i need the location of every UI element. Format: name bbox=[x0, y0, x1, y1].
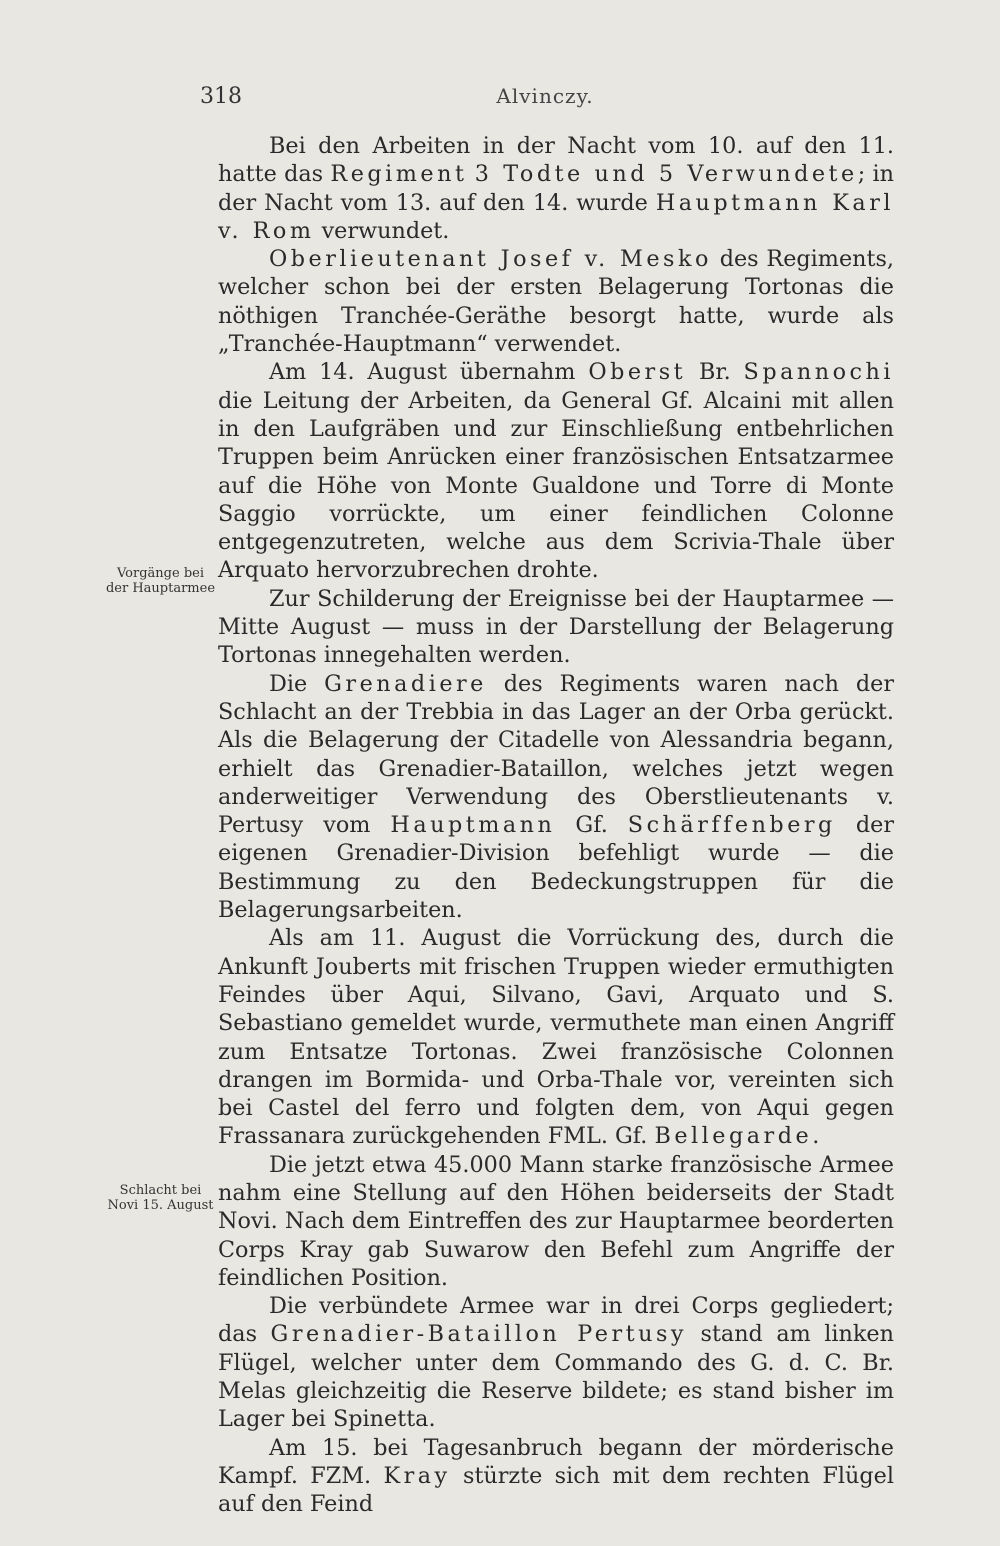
text-run: Gf. bbox=[555, 812, 628, 839]
text-run: Bei den Arbeiten in der Nacht vom 10. auf den 11. hatte das bbox=[218, 133, 894, 188]
text-run: der eigenen Grenadier-Division befehligt wurde — die Bestimmung zu den Bedeckungstruppen für die Belagerungsarbeiten. bbox=[218, 812, 894, 924]
text-run: des Regiments, welcher schon bei der ersten Belagerung Tortonas die nöthigen Tranchée-Geräthe besorgt hatte, wurde als „Tranchée-Hauptmann“ verwendet. bbox=[218, 246, 894, 358]
text-run: stürzte sich mit dem rechten Flügel auf den Feind bbox=[218, 1462, 894, 1518]
margin-note-hauptarmee bbox=[103, 566, 218, 596]
running-title: Alvinczy. bbox=[496, 84, 594, 108]
paragraph bbox=[218, 358, 894, 584]
spaced-emphasis: Grenadier-Bataillon Pertusy bbox=[270, 1321, 687, 1348]
text-run: die Leitung der Arbeiten, da General Gf. Alcaini mit allen in den Laufgräben und zur Einschließung entbehrlichen Truppen beim Anrücken einer französischen Entsatzarmee auf die Höhe von Monte Gualdone und Torre di Monte Saggio vorrückte, um einer feindlichen Colonne entgegenzutreten, welche aus dem Scrivia-Thale über Arquato hervorzubrechen drohte. bbox=[218, 387, 894, 584]
spaced-emphasis: Oberst bbox=[588, 359, 687, 386]
text-run: Am 15. bei Tagesanbruch begann der mörderische Kampf. FZM. bbox=[218, 1434, 894, 1489]
paragraph bbox=[218, 1151, 894, 1292]
text-run: des Regiments waren nach der Schlacht an der Trebbia in das Lager an der Orba gerückt. Als die Belagerung der Citadelle von Alessandria begann, erhielt das Grenadier-Bataillon, welches jetzt wegen anderweitiger Verwendung des Oberstlieutenants v. Pertusy vom bbox=[218, 670, 894, 839]
margin-note-line: der Hauptarmee bbox=[105, 581, 216, 596]
text-run: Am 14. August übernahm bbox=[269, 359, 589, 386]
paragraph bbox=[218, 1292, 894, 1433]
text-run bbox=[467, 161, 474, 187]
paragraph bbox=[218, 245, 894, 358]
text-run: Br. bbox=[686, 359, 744, 386]
text-run: ; in der Nacht vom 13. auf den 14. wurde bbox=[218, 161, 895, 216]
spaced-emphasis: Grenadiere bbox=[324, 670, 487, 697]
page-number: 318 bbox=[200, 84, 242, 109]
paragraph bbox=[218, 585, 894, 670]
spaced-emphasis: Hauptmann bbox=[390, 812, 556, 839]
spaced-emphasis: Hauptmann Karl v. Rom bbox=[218, 189, 894, 244]
spaced-emphasis: Oberlieutenant Josef v. Mesko bbox=[269, 246, 712, 273]
body-text bbox=[218, 132, 894, 1519]
spaced-emphasis: Bellegarde bbox=[654, 1123, 813, 1150]
margin-note-line: Vorgänge bei bbox=[116, 566, 204, 581]
spaced-emphasis: Regiment bbox=[330, 161, 468, 188]
text-run: . bbox=[812, 1123, 820, 1150]
spaced-emphasis: Schärffenberg bbox=[627, 812, 836, 839]
margin-note-schlacht-novi bbox=[103, 1183, 218, 1213]
text-run: Als am 11. August die Vorrückung des, durch die Ankunft Jouberts mit frischen Truppen wieder ermuthigten Feindes über Aqui, Silvano, Gavi, Arquato und S. Sebastiano gemeldet wurde, vermuthete man einen Angriff zum Entsatze Tortonas. Zwei französische Colonnen drangen im Bormida- und Orba-Thale vor, vereinten sich bei Castel del ferro und folgten dem, von Aqui gegen Frassanara zurückgehenden FML. Gf. bbox=[218, 925, 894, 1150]
text-run: Die bbox=[269, 670, 325, 697]
text-run: Die jetzt etwa 45.000 Mann starke französische Armee nahm eine Stellung auf den Höhen beiderseits der Stadt Novi. Nach dem Eintreffen des zur Hauptarmee beorderten Corps Kray gab Suwarow den Befehl zum Angriffe der feindlichen Position. bbox=[218, 1151, 894, 1291]
text-run: Die verbündete Armee war in drei Corps gegliedert; das bbox=[218, 1293, 894, 1348]
paragraph bbox=[218, 132, 894, 245]
margin-note-line: Novi 15. August bbox=[107, 1198, 214, 1213]
paragraph bbox=[218, 1434, 894, 1519]
paragraph bbox=[218, 670, 894, 925]
text-run: stand am linken Flügel, welcher unter dem Commando des G. d. C. Br. Melas gleichzeitig die Reserve bildete; es stand bisher im Lager bei Spinetta. bbox=[218, 1321, 894, 1433]
text-run: verwundet. bbox=[314, 217, 450, 244]
spaced-emphasis: 3 Todte und 5 Verwundete bbox=[474, 161, 858, 188]
spaced-emphasis: Kray bbox=[383, 1462, 451, 1489]
margin-note-line: Schlacht bei bbox=[119, 1183, 202, 1198]
text-run: Zur Schilderung der Ereignisse bei der Hauptarmee — Mitte August — muss in der Darstellung der Belagerung Tortonas innegehalten werden. bbox=[218, 585, 894, 669]
paragraph bbox=[218, 924, 894, 1150]
spaced-emphasis: Spannochi bbox=[743, 359, 895, 386]
